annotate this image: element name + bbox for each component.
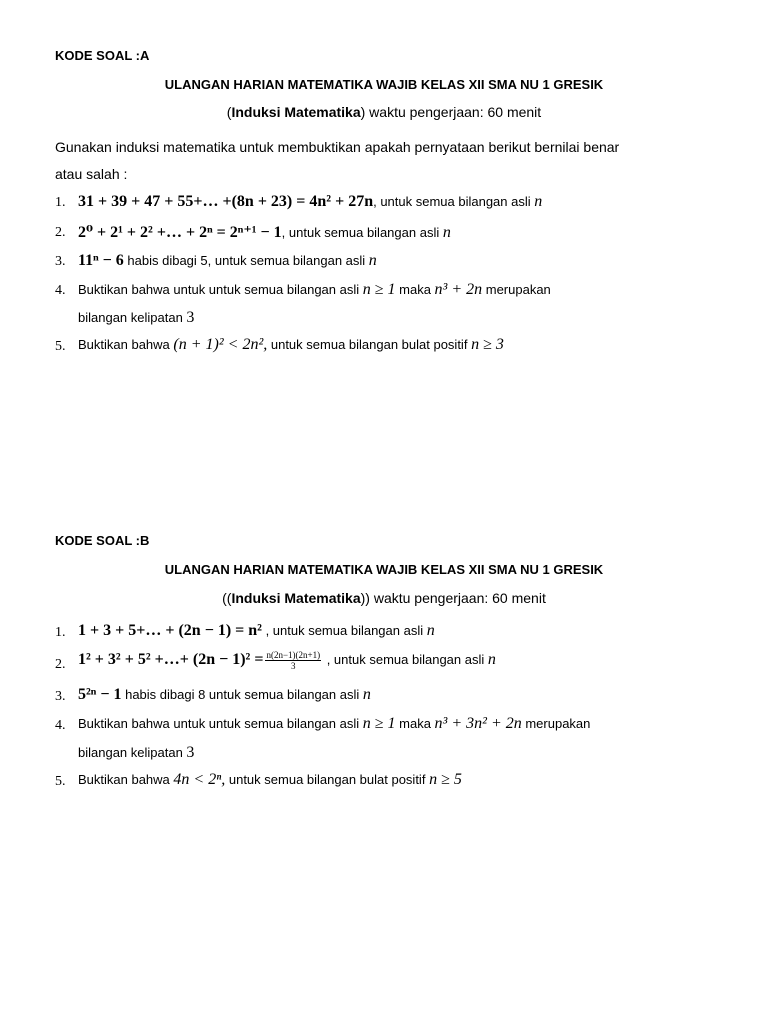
a-item-4: Buktikan bahwa untuk untuk semua bilangan asli n ≥ 1 maka n³ + 2n merupakan <box>78 281 551 298</box>
b-item-1: 1 + 3 + 5+… + (2n − 1) = n² , untuk semua bilangan asli n <box>78 622 435 639</box>
section-b-subtitle: ((Induksi Matematika)) waktu pengerjaan: 60 menit <box>222 590 546 606</box>
a-item-1: 31 + 39 + 47 + 55+… +(8n + 23) = 4n² + 27n, untuk semua bilangan asli n <box>78 193 543 210</box>
section-a-subtitle: (Induksi Matematika) waktu pengerjaan: 60 menit <box>226 104 542 120</box>
section-b-code: KODE SOAL :B <box>55 533 150 548</box>
b-item-4-continuation: bilangan kelipatan 3 <box>78 744 195 761</box>
b-item-2-number: 2. <box>55 657 66 672</box>
section-a-instruction-line2: atau salah : <box>55 166 128 182</box>
a-item-3: 11ⁿ − 6 habis dibagi 5, untuk semua bilangan asli n <box>78 252 377 269</box>
section-a-code: KODE SOAL :A <box>55 48 150 63</box>
b-item-4: Buktikan bahwa untuk untuk semua bilangan asli n ≥ 1 maka n³ + 3n² + 2n merupakan <box>78 715 591 732</box>
section-b-title: ULANGAN HARIAN MATEMATIKA WAJIB KELAS XII SMA NU 1 GRESIK <box>164 562 604 577</box>
a-item-4-continuation: bilangan kelipatan 3 <box>78 309 195 326</box>
b-item-3-number: 3. <box>55 689 66 704</box>
a-item-2-number: 2. <box>55 225 66 240</box>
a-item-5-number: 5. <box>55 339 66 354</box>
section-a-title: ULANGAN HARIAN MATEMATIKA WAJIB KELAS XII SMA NU 1 GRESIK <box>164 77 604 92</box>
a-item-1-number: 1. <box>55 195 66 210</box>
b-item-2: 1² + 3² + 5² +…+ (2n − 1)² = $\frac{n(2n-1)(2n+1)}{3}$ , untuk semua bilangan asli n <box>78 650 496 671</box>
b-item-2-fraction: $\frac{n(2n-1)(2n+1)}{3}$ <box>266 650 321 671</box>
b-item-1-number: 1. <box>55 625 66 640</box>
b-item-5: Buktikan bahwa 4n < 2ⁿ, untuk semua bilangan bulat positif n ≥ 5 <box>78 771 462 788</box>
b-item-3: 5²ⁿ − 1 habis dibagi 8 untuk semua bilangan asli n <box>78 686 371 703</box>
a-item-5: Buktikan bahwa (n + 1)² < 2n², untuk semua bilangan bulat positif n ≥ 3 <box>78 336 504 353</box>
section-a-instruction-line1: Gunakan induksi matematika untuk membuktikan apakah pernyataan berikut bernilai benar <box>55 139 620 155</box>
a-item-3-number: 3. <box>55 254 66 269</box>
b-item-4-number: 4. <box>55 718 66 733</box>
a-item-2: 2⁰ + 2¹ + 2² +… + 2ⁿ = 2ⁿ⁺¹ − 1, untuk semua bilangan asli n <box>78 224 451 241</box>
b-item-5-number: 5. <box>55 774 66 789</box>
a-item-4-number: 4. <box>55 283 66 298</box>
